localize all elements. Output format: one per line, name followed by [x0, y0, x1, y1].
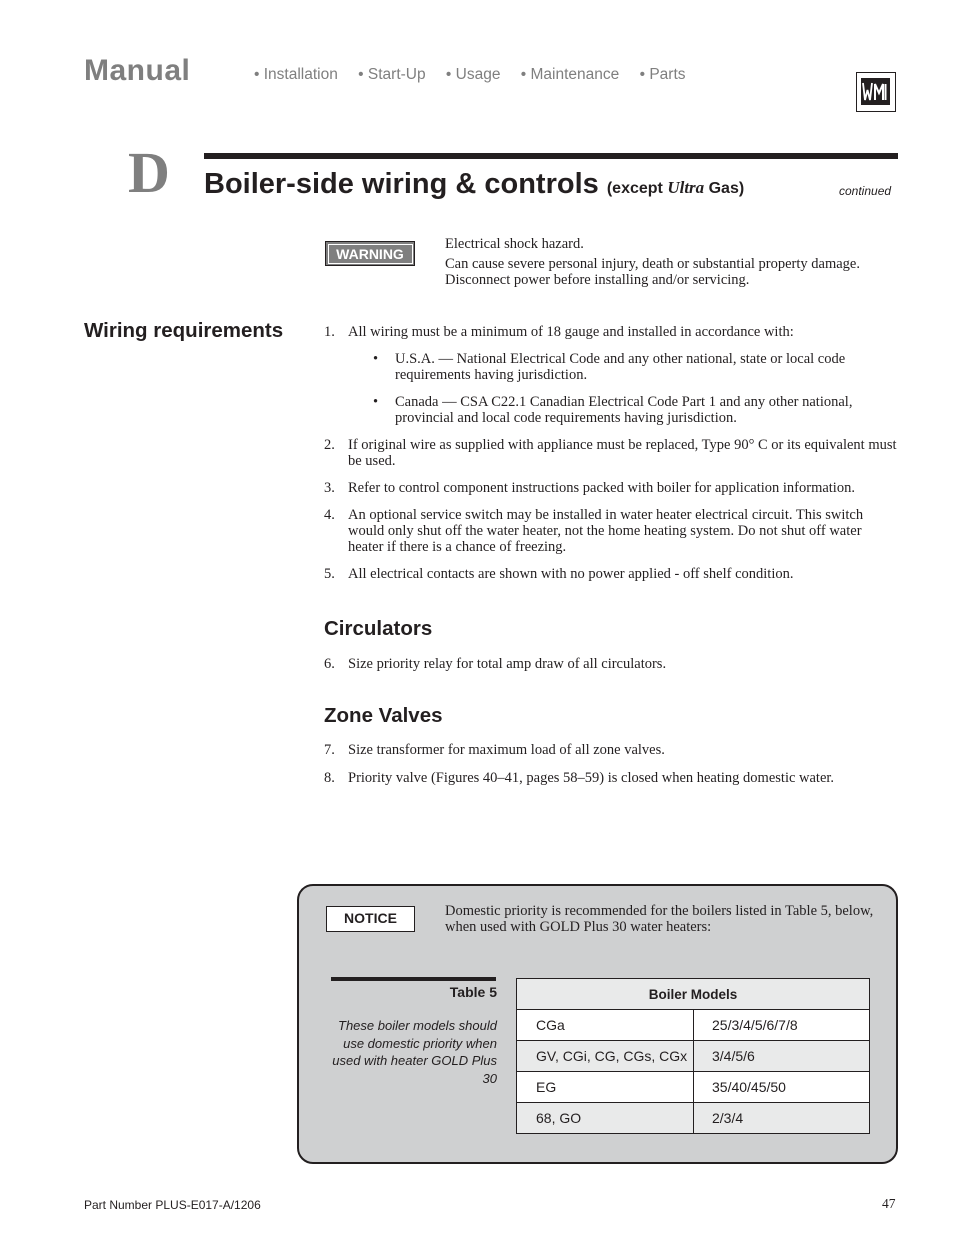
bullet-item: • U.S.A. — National Electrical Code and any other national, state or local code requirements having jurisdiction. — [373, 351, 846, 383]
section-letter: D — [128, 140, 170, 205]
list-item: 4. An optional service switch may be installed in water heater electrical circuit. This switch would only shut off the water heater, not the home heating system. Do not shut off water heater if there is a chance of freezing. — [324, 507, 864, 555]
model-cell: CGa — [517, 1010, 694, 1041]
wiring-list — [324, 324, 900, 593]
wiring-requirements-heading: Wiring requirements — [84, 319, 284, 342]
circulators-list — [324, 656, 900, 683]
table-row — [517, 1010, 870, 1041]
warning-line-2: Can cause severe personal injury, death or substantial property damage. Disconnect power before installing and/or servicing. — [445, 256, 860, 288]
list-item: 3. Refer to control component instructions packed with boiler for application information. — [324, 480, 855, 496]
table-row — [517, 1072, 870, 1103]
ultra-wordmark: Ultra — [667, 178, 705, 197]
list-item: 1. All wiring must be a minimum of 18 gauge and installed in accordance with: • U.S.A. — National Electrical Code and any other national, state or local code requirements having jurisdiction. • Canada — CSA C22.1 Canadian Electrical Code Part 1 and any other national, provincial and local code requirements having jurisdiction. — [324, 324, 900, 426]
nav-maintenance: • Maintenance — [520, 66, 620, 83]
zone-valves-heading: Zone Valves — [324, 704, 443, 727]
table-row — [517, 1103, 870, 1134]
title-main: Boiler-side wiring & controls — [204, 168, 599, 200]
nav-parts: • Parts — [639, 66, 686, 83]
list-item: 2. If original wire as supplied with appliance must be replaced, Type 90° C or its equivalent must be used. — [324, 437, 897, 469]
manual-title: Manual — [84, 54, 191, 87]
sizes-cell: 3/4/5/6 — [694, 1041, 870, 1072]
page-title — [204, 168, 744, 201]
boiler-models-table — [516, 978, 870, 1134]
wm-logo-mark — [861, 78, 890, 105]
page-number: 47 — [882, 1196, 896, 1211]
list-item: 6. Size priority relay for total amp draw of all circulators. — [324, 656, 667, 672]
list-item: 5. All electrical contacts are shown with no power applied - off shelf condition. — [324, 566, 794, 582]
table-row — [517, 1041, 870, 1072]
model-cell: 68, GO — [517, 1103, 694, 1134]
part-number: Part Number PLUS-E017-A/1206 — [84, 1198, 261, 1212]
warning-text — [445, 236, 900, 292]
section-nav — [254, 66, 702, 84]
weil-mclain-logo — [856, 72, 896, 112]
notice-text: Domestic priority is recommended for the boilers listed in Table 5, below, when used with GOLD Plus 30 water heaters: — [445, 903, 874, 935]
title-sub: (except Ultra Gas) — [606, 178, 745, 197]
list-item: 8. Priority valve (Figures 40–41, pages 58–59) is closed when heating domestic water. — [324, 770, 835, 786]
sizes-cell: 35/40/45/50 — [694, 1072, 870, 1103]
sizes-cell: 2/3/4 — [694, 1103, 870, 1134]
table-header: Boiler Models — [517, 979, 870, 1010]
table-label: Table 5 — [449, 984, 497, 1000]
bullet-item: • Canada — CSA C22.1 Canadian Electrical Code Part 1 and any other national, provincial and local code requirements having jurisdiction. — [373, 394, 853, 426]
table-caption: These boiler models should use domestic priority when used with heater GOLD Plus 30 — [332, 1018, 497, 1086]
heading-rule — [204, 153, 898, 159]
list-item: 7. Size transformer for maximum load of all zone valves. — [324, 742, 665, 758]
continued-label: continued — [839, 184, 892, 198]
circulators-heading: Circulators — [324, 617, 433, 640]
model-cell: GV, CGi, CG, CGs, CGx — [517, 1041, 694, 1072]
warning-label: WARNING — [325, 241, 415, 266]
nav-usage: • Usage — [445, 66, 501, 83]
sizes-cell: 25/3/4/5/6/7/8 — [694, 1010, 870, 1041]
nav-installation: • Installation — [254, 66, 338, 83]
table-header-row — [517, 979, 870, 1010]
nav-start-up: • Start-Up — [358, 66, 426, 83]
table-rule — [331, 977, 496, 981]
notice-label: NOTICE — [326, 906, 415, 932]
warning-line-1: Electrical shock hazard. — [445, 236, 584, 252]
model-cell: EG — [517, 1072, 694, 1103]
zone-valves-list — [324, 742, 900, 797]
